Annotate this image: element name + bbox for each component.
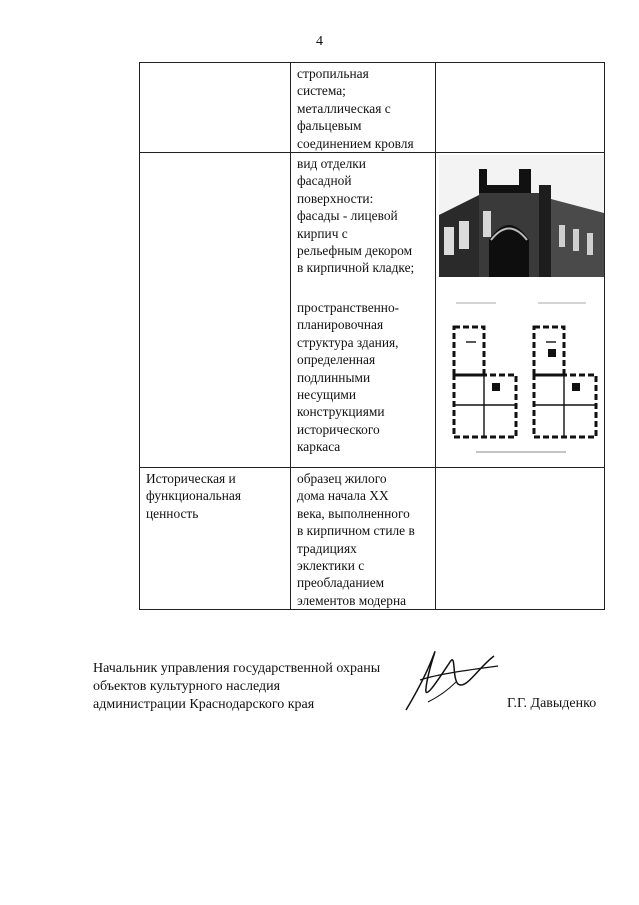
table-cell (436, 153, 605, 468)
cell-text (140, 153, 290, 155)
signer-title-line1: Начальник управления государственной охраны (93, 661, 381, 676)
table-cell (291, 63, 436, 153)
signer-title-line2: объектов культурного наследия (93, 679, 281, 694)
page-number: 4 (316, 34, 323, 49)
table-cell (140, 63, 291, 153)
signer-title-line3: администрации Краснодарского края (93, 697, 315, 712)
cell-text (436, 63, 604, 65)
cell-text (436, 468, 604, 470)
roof-description: стропильная система; металлическая с фальцевым соединением кровля (297, 66, 414, 151)
table-cell (291, 153, 436, 468)
table-cell (140, 153, 291, 468)
table-row (140, 468, 605, 610)
table-row (140, 63, 605, 153)
table-cell (436, 468, 605, 610)
table-cell (291, 468, 436, 610)
handwritten-signature (398, 640, 508, 720)
table-cell (436, 63, 605, 153)
signature-block (93, 660, 380, 714)
table-row (140, 153, 605, 468)
cell-text (140, 63, 290, 65)
value-category-label: Историческая и функциональная ценность (146, 471, 242, 521)
heritage-table (139, 62, 605, 610)
layout-description: пространственно- планировочная структура здания, определенная подлинными несущими конструкциями исторического каркаса (297, 299, 400, 455)
floor-plan-drawing (446, 297, 601, 459)
facade-description: вид отделки фасадной поверхности: фасады - лицевой кирпич с рельефным декором в кирпичной кладке; (297, 156, 415, 276)
building-facade-photo (439, 155, 604, 277)
table-cell (140, 468, 291, 610)
value-description: образец жилого дома начала ХХ века, выполненного в кирпичном стиле в традициях эклектики с преобладанием элементов модерна (297, 471, 415, 608)
signer-name: Г.Г. Давыденко (507, 696, 597, 711)
